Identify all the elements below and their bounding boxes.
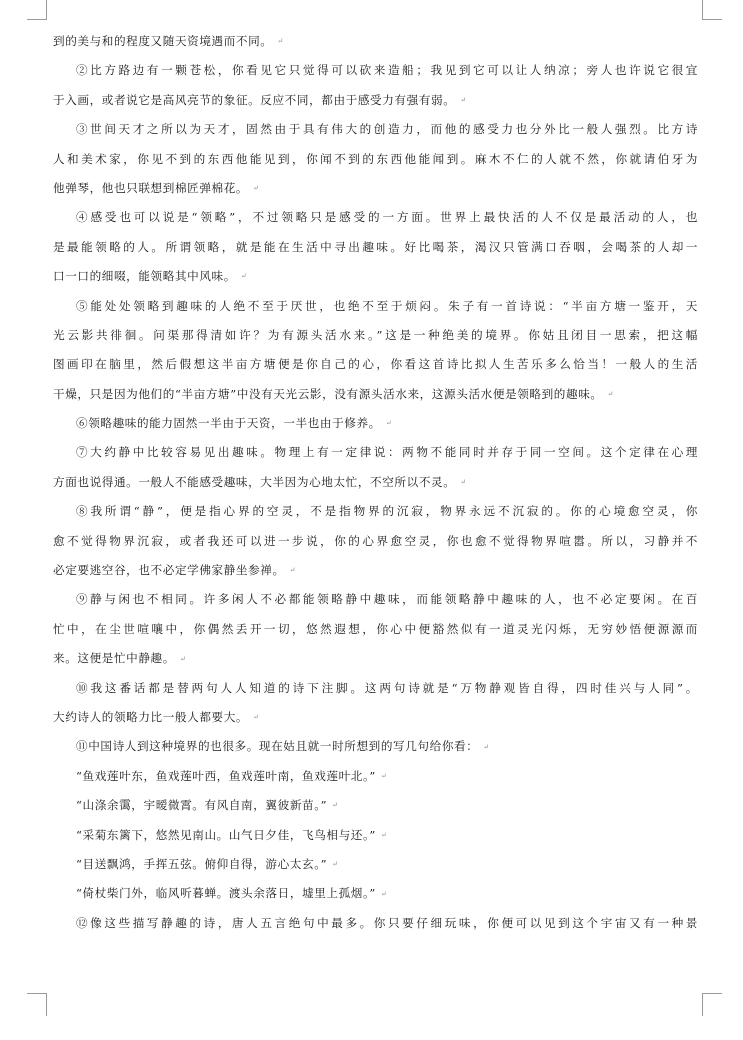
line-text: 人和美术家，你见不到的东西他能见到，你闻不到的东西他能闻到。麻木不仁的人就不然，你就请伯牙为 [53, 151, 698, 166]
text-line [53, 615, 698, 644]
line-text: ⑨静与闲也不相同。许多闲人不必都能领略静中趣味，而能领略静中趣味的人，也不必定要闲。在百 [76, 592, 698, 607]
line-text: “采菊东篱下，悠然见南山。山气日夕佳，飞鸟相与还。” [76, 827, 376, 842]
text-line [53, 732, 698, 761]
text-line [53, 791, 698, 820]
line-text: ⑦大约静中比较容易见出趣味。物理上有一定律说：两物不能同时并存于同一空间。这个定律在心理 [76, 445, 698, 460]
paragraph-mark-icon: ↵ [332, 801, 339, 810]
line-text: 愈不觉得物界沉寂，或者我还可以进一步说，你的心界愈空灵，你也愈不觉得物界喧嚣。所以，习静并不 [53, 533, 698, 548]
paragraph-mark-icon: ↵ [380, 830, 387, 839]
text-line [53, 27, 698, 56]
line-text: 到的美与和的程度又随天资境遇而不同。 [53, 34, 273, 48]
text-line [53, 703, 698, 732]
line-text: 大约诗人的领略力比一般人都要大。 [53, 709, 249, 724]
text-line [53, 115, 698, 144]
line-text: 必定要逃空谷，也不必定学佛家静坐参禅。 [53, 563, 285, 578]
page-corner-mark-bottom-left [27, 993, 47, 1016]
text-line [53, 556, 698, 585]
page-corner-mark-top-right [702, 0, 722, 20]
line-text: “山涤余霭，宇暧微霄。有风自南，翼彼新苗。” [76, 798, 328, 813]
text-line [53, 585, 698, 614]
text-line [53, 203, 698, 232]
text-line [53, 380, 698, 409]
text-line [53, 879, 698, 908]
text-line [53, 909, 698, 938]
text-line [53, 350, 698, 379]
line-text: 忙中，在尘世喧嚷中，你偶然丢开一切，悠然遐想，你心中便豁然似有一道灵光闪烁，无穷妙悟便源源而 [53, 621, 698, 636]
paragraph-mark-icon: ↵ [277, 37, 284, 46]
text-line [53, 292, 698, 321]
line-text: 于入画，或者说它是高风亮节的象征。反应不同，都由于感受力有强有弱。 [53, 92, 456, 107]
text-line [53, 438, 698, 467]
paragraph-mark-icon: ↵ [385, 419, 392, 428]
paragraph-mark-icon: ↵ [380, 772, 387, 781]
line-text: ⑪中国诗人到这种境界的也很多。现在姑且就一时所想到的写几句给你看： [76, 739, 479, 754]
text-line [53, 850, 698, 879]
text-line [53, 321, 698, 350]
paragraph-mark-icon: ↵ [607, 389, 614, 398]
line-text: 干燥，只是因为他们的“半亩方塘”中没有天光云影，没有源头活水来，这源头活水便是领略到的趣味。 [53, 386, 603, 401]
line-text: 口一口的细啜，能领略其中风味。 [53, 269, 236, 284]
line-text: “鱼戏莲叶东，鱼戏莲叶西，鱼戏莲叶南，鱼戏莲叶北。” [76, 768, 376, 783]
text-line [53, 762, 698, 791]
text-line [53, 468, 698, 497]
line-text: ③世间天才之所以为天才，固然由于具有伟大的创造力，而他的感受力也分外比一般人强烈。比方诗 [76, 122, 698, 137]
paragraph-mark-icon: ↵ [253, 713, 259, 722]
text-line [53, 56, 698, 85]
text-line [53, 527, 698, 556]
text-line [53, 644, 698, 673]
paragraph-mark-icon: ↵ [289, 566, 296, 575]
page-corner-mark-top-left [27, 0, 47, 20]
line-text: 光云影共徘徊。问渠那得清如许？为有源头活水来。”这是一种绝美的境界。你姑且闭目一思索，把这幅 [53, 327, 698, 342]
document-body [53, 27, 698, 938]
text-line [53, 497, 698, 526]
page-corner-mark-bottom-right [702, 993, 722, 1016]
paragraph-mark-icon: ↵ [460, 478, 467, 487]
text-line [53, 674, 698, 703]
line-text: 图画印在脑里，然后假想这半亩方塘便是你自己的心，你看这首诗比拟人生苦乐多么恰当！一般人的生活 [53, 357, 698, 372]
line-text: ⑥领略趣味的能力固然一半由于天资，一半也由于修养。 [76, 416, 381, 431]
line-text: ⑤能处处领略到趣味的人绝不至于厌世，也绝不至于烦闷。朱子有一首诗说：“半亩方塘一鉴开，天 [76, 298, 698, 313]
line-text: ⑩我这番话都是替两句人人知道的诗下注脚。这两句诗就是“万物静观皆自得，四时佳兴与人同”。 [76, 680, 698, 695]
line-text: “目送飘鸿，手挥五弦。俯仰自得，游心太玄。” [76, 856, 328, 871]
line-text: ④感受也可以说是“领略”，不过领略只是感受的一方面。世界上最快活的人不仅是最活动的人，也 [76, 210, 698, 225]
text-line [53, 821, 698, 850]
line-text: ⑫像这些描写静趣的诗，唐人五言绝句中最多。你只要仔细玩味，你便可以见到这个宇宙又有一种景 [76, 915, 698, 930]
paragraph-mark-icon: ↵ [240, 272, 247, 281]
line-text: 是最能领略的人。所谓领略，就是能在生活中寻出趣味。好比喝茶，渴汉只管满口吞咽，会喝茶的人却一 [53, 239, 698, 254]
text-line [53, 145, 698, 174]
line-text: ②比方路边有一颗苍松，你看见它只觉得可以砍来造船；我见到它可以让人纳凉；旁人也许说它很宜 [76, 63, 698, 78]
paragraph-mark-icon: ↵ [253, 184, 259, 193]
text-line [53, 174, 698, 203]
text-line [53, 233, 698, 262]
paragraph-mark-icon: ↵ [460, 96, 467, 105]
text-line [53, 262, 698, 291]
paragraph-mark-icon: ↵ [179, 654, 186, 663]
line-text: 他弹琴，他也只联想到棉匠弹棉花。 [53, 180, 249, 195]
paragraph-mark-icon: ↵ [483, 742, 490, 751]
line-text: ⑧我所谓“静”，便是指心界的空灵，不是指物界的沉寂，物界永远不沉寂的。你的心境愈空灵，你 [76, 504, 698, 519]
line-text: 方面也说得通。一般人不能感受趣味，大半因为心地太忙，不空所以不灵。 [53, 474, 456, 489]
paragraph-mark-icon: ↵ [380, 889, 387, 898]
line-text: “倚杖柴门外，临风听暮蝉。渡头余落日，墟里上孤烟。” [76, 886, 376, 901]
line-text: 来。这便是忙中静趣。 [53, 651, 175, 666]
text-line [53, 409, 698, 438]
text-line [53, 86, 698, 115]
paragraph-mark-icon: ↵ [332, 860, 339, 869]
